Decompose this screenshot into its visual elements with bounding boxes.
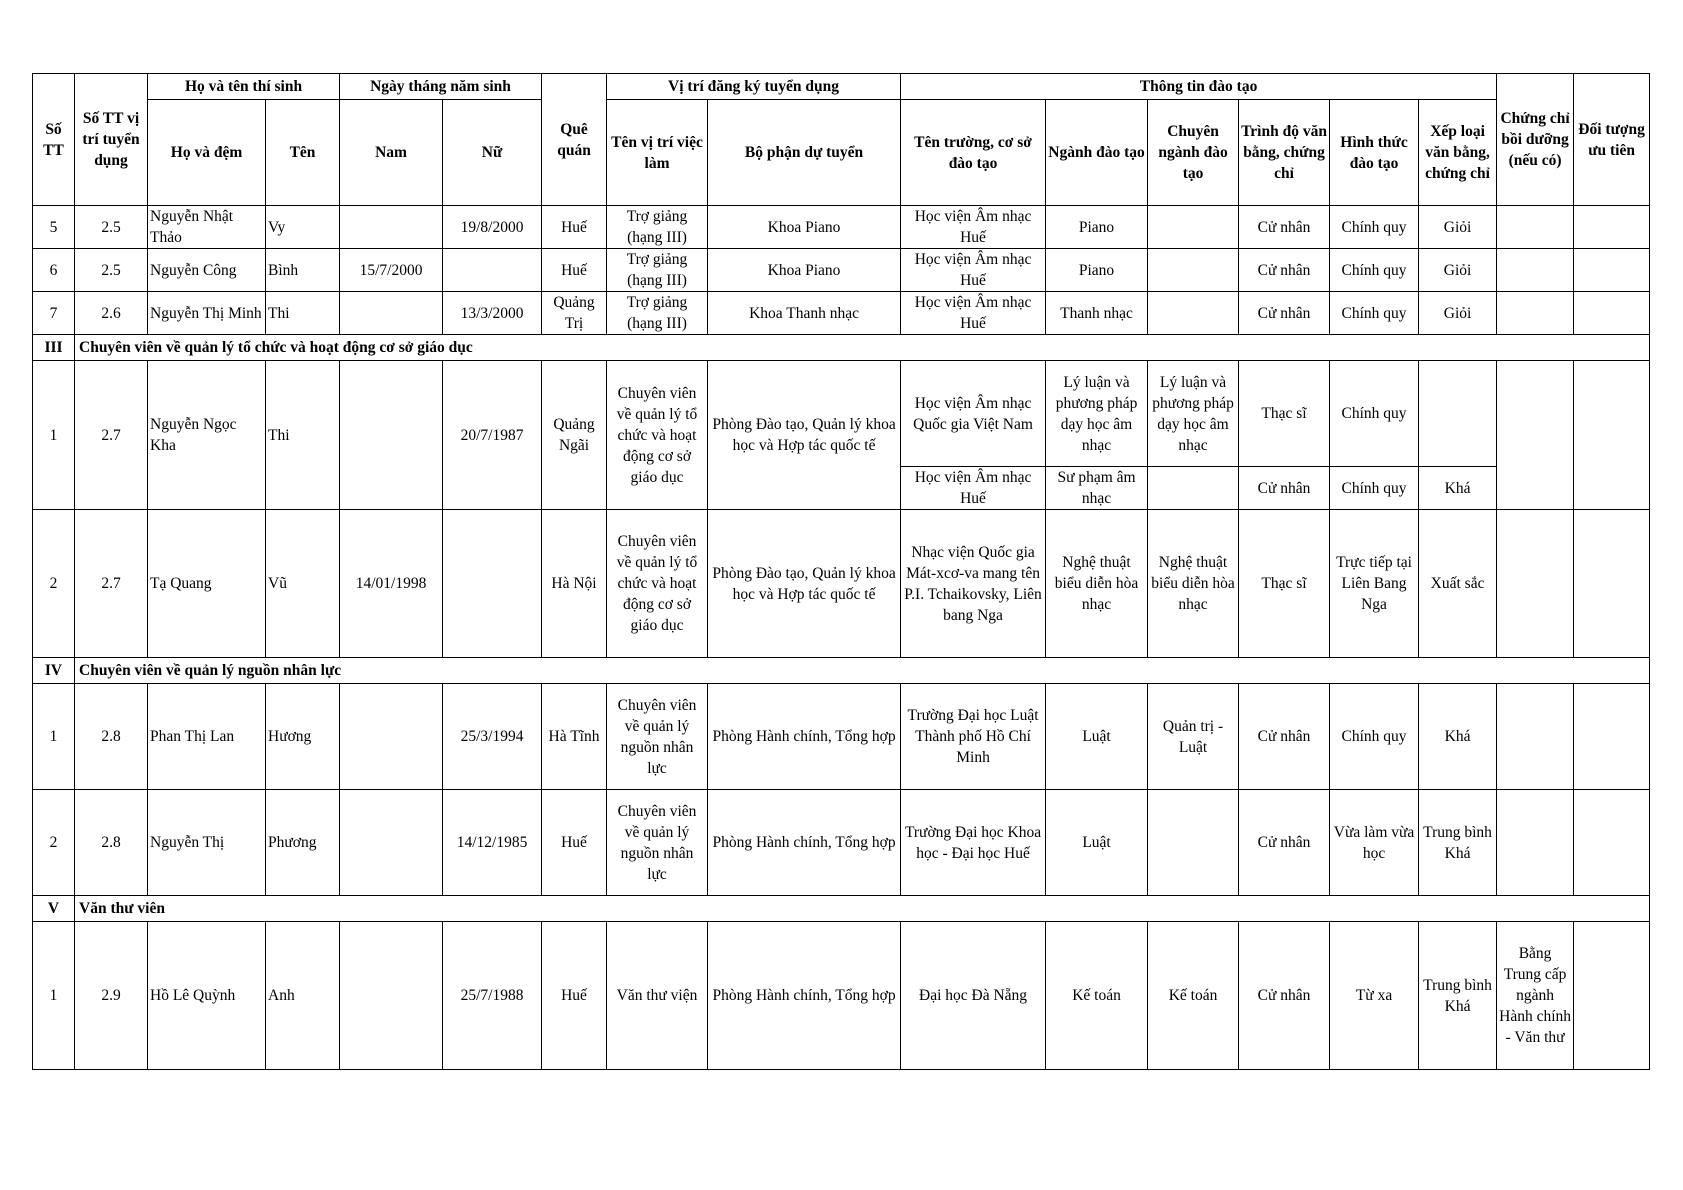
- col-xep-loai: Xếp loại văn bằng, chứng chỉ: [1419, 100, 1497, 206]
- cell-vitri: Chuyên viên về quản lý tổ chức và hoạt động cơ sở giáo dục: [607, 361, 708, 510]
- cell-nam: 14/01/1998: [340, 510, 443, 658]
- col-hinh-thuc: Hình thức đào tạo: [1330, 100, 1419, 206]
- cell-vitri: Trợ giảng (hạng III): [607, 292, 708, 335]
- col-ho-dem: Họ và đệm: [148, 100, 266, 206]
- candidate-table: [32, 73, 1650, 1070]
- cell-td: Cử nhân: [1239, 684, 1330, 790]
- col-so-tt: Số TT: [33, 74, 75, 206]
- cell-dt: [1574, 922, 1650, 1070]
- cell-nu: 20/7/1987: [443, 361, 542, 510]
- cell-cc: Bằng Trung cấp ngành Hành chính - Văn thư: [1497, 922, 1574, 1070]
- cell-cc: [1497, 249, 1574, 292]
- cell-ten: Phương: [266, 790, 340, 896]
- cell-cc: [1497, 684, 1574, 790]
- cell-que: Huế: [542, 922, 607, 1070]
- cell-que: Huế: [542, 206, 607, 249]
- cell-truong: Học viện Âm nhạc Huế: [901, 249, 1046, 292]
- col-ten: Tên: [266, 100, 340, 206]
- cell-nganh: Luật: [1046, 790, 1148, 896]
- cell-vt: 2.7: [75, 510, 148, 658]
- col-group-ngay-sinh: Ngày tháng năm sinh: [340, 74, 542, 100]
- cell-ten: Bình: [266, 249, 340, 292]
- table-row: [33, 249, 1650, 292]
- cell-vitri: Chuyên viên về quản lý tổ chức và hoạt động cơ sở giáo dục: [607, 510, 708, 658]
- cell-bophan: Phòng Đào tạo, Quản lý khoa học và Hợp tác quốc tế: [708, 361, 901, 510]
- cell-cn: Lý luận và phương pháp dạy học âm nhạc: [1148, 361, 1239, 467]
- table-row: [33, 922, 1650, 1070]
- cell-ht: Trực tiếp tại Liên Bang Nga: [1330, 510, 1419, 658]
- cell-ho: Nguyễn Nhật Thảo: [148, 206, 266, 249]
- cell-bophan: Phòng Hành chính, Tổng hợp: [708, 684, 901, 790]
- cell-que: Huế: [542, 790, 607, 896]
- section-number: IV: [33, 658, 75, 684]
- cell-stt: 2: [33, 790, 75, 896]
- cell-td: Cử nhân: [1239, 292, 1330, 335]
- cell-ho: Nguyễn Công: [148, 249, 266, 292]
- cell-truong: Nhạc viện Quốc gia Mát-xcơ-va mang tên P.I. Tchaikovsky, Liên bang Nga: [901, 510, 1046, 658]
- cell-nu: 19/8/2000: [443, 206, 542, 249]
- cell-bophan: Phòng Đào tạo, Quản lý khoa học và Hợp tác quốc tế: [708, 510, 901, 658]
- cell-nu: 14/12/1985: [443, 790, 542, 896]
- cell-que: Hà Nội: [542, 510, 607, 658]
- table-row: [33, 510, 1650, 658]
- section-title: Chuyên viên về quản lý nguồn nhân lực: [75, 658, 1650, 684]
- cell-nam: [340, 292, 443, 335]
- cell-nganh: Kế toán: [1046, 922, 1148, 1070]
- cell-bophan: Khoa Piano: [708, 249, 901, 292]
- cell-stt: 1: [33, 684, 75, 790]
- cell-ht: Vừa làm vừa học: [1330, 790, 1419, 896]
- cell-ten: Hương: [266, 684, 340, 790]
- cell-vitri: Trợ giảng (hạng III): [607, 206, 708, 249]
- cell-ho: Nguyễn Ngọc Kha: [148, 361, 266, 510]
- cell-dt: [1574, 249, 1650, 292]
- cell-nam: [340, 922, 443, 1070]
- cell-vitri: Trợ giảng (hạng III): [607, 249, 708, 292]
- cell-vt: 2.9: [75, 922, 148, 1070]
- cell-vt: 2.5: [75, 206, 148, 249]
- cell-nganh: Sư phạm âm nhạc: [1046, 467, 1148, 510]
- cell-ho: Nguyễn Thị Minh: [148, 292, 266, 335]
- cell-vt: 2.8: [75, 684, 148, 790]
- cell-vt: 2.5: [75, 249, 148, 292]
- cell-xl: Trung bình Khá: [1419, 922, 1497, 1070]
- cell-bophan: Phòng Hành chính, Tổng hợp: [708, 790, 901, 896]
- cell-td: Cử nhân: [1239, 467, 1330, 510]
- col-chung-chi: Chứng chỉ bồi dưỡng (nếu có): [1497, 74, 1574, 206]
- cell-ht: Chính quy: [1330, 249, 1419, 292]
- table-row: [33, 684, 1650, 790]
- cell-ten: Anh: [266, 922, 340, 1070]
- cell-vt: 2.8: [75, 790, 148, 896]
- cell-nganh: Thanh nhạc: [1046, 292, 1148, 335]
- cell-nu: [443, 510, 542, 658]
- cell-cc: [1497, 510, 1574, 658]
- header-row-1: [33, 74, 1650, 100]
- cell-td: Thạc sĩ: [1239, 510, 1330, 658]
- cell-ten: Thi: [266, 292, 340, 335]
- cell-ten: Thi: [266, 361, 340, 510]
- cell-xl: Khá: [1419, 467, 1497, 510]
- section-row: [33, 896, 1650, 922]
- cell-nu: 13/3/2000: [443, 292, 542, 335]
- cell-bophan: Phòng Hành chính, Tổng hợp: [708, 922, 901, 1070]
- col-nganh: Ngành đào tạo: [1046, 100, 1148, 206]
- cell-truong: Học viện Âm nhạc Huế: [901, 467, 1046, 510]
- cell-nganh: Piano: [1046, 206, 1148, 249]
- col-ten-vi-tri: Tên vị trí việc làm: [607, 100, 708, 206]
- cell-xl: [1419, 361, 1497, 467]
- cell-td: Cử nhân: [1239, 249, 1330, 292]
- section-title: Văn thư viên: [75, 896, 1650, 922]
- cell-stt: 1: [33, 922, 75, 1070]
- cell-dt: [1574, 361, 1650, 510]
- col-doi-tuong: Đối tượng ưu tiên: [1574, 74, 1650, 206]
- cell-cn: [1148, 790, 1239, 896]
- col-nu: Nữ: [443, 100, 542, 206]
- section-row: [33, 658, 1650, 684]
- cell-cn: [1148, 206, 1239, 249]
- col-chuyen-nganh: Chuyên ngành đào tạo: [1148, 100, 1239, 206]
- cell-nam: [340, 361, 443, 510]
- cell-cc: [1497, 790, 1574, 896]
- table-row: [33, 790, 1650, 896]
- cell-stt: 2: [33, 510, 75, 658]
- cell-ho: Phan Thị Lan: [148, 684, 266, 790]
- cell-td: Thạc sĩ: [1239, 361, 1330, 467]
- cell-ho: Tạ Quang: [148, 510, 266, 658]
- cell-xl: Giỏi: [1419, 206, 1497, 249]
- cell-ht: Chính quy: [1330, 361, 1419, 467]
- cell-cn: [1148, 467, 1239, 510]
- col-so-tt-vi-tri: Số TT vị trí tuyển dụng: [75, 74, 148, 206]
- cell-truong: Trường Đại học Khoa học - Đại học Huế: [901, 790, 1046, 896]
- cell-que: Quảng Trị: [542, 292, 607, 335]
- cell-cc: [1497, 206, 1574, 249]
- cell-xl: Xuất sắc: [1419, 510, 1497, 658]
- cell-nganh: Piano: [1046, 249, 1148, 292]
- cell-td: Cử nhân: [1239, 206, 1330, 249]
- cell-ho: Hồ Lê Quỳnh: [148, 922, 266, 1070]
- cell-cn: [1148, 292, 1239, 335]
- cell-ht: Chính quy: [1330, 684, 1419, 790]
- cell-stt: 7: [33, 292, 75, 335]
- cell-nam: 15/7/2000: [340, 249, 443, 292]
- cell-vt: 2.7: [75, 361, 148, 510]
- cell-dt: [1574, 684, 1650, 790]
- cell-truong: Học viện Âm nhạc Quốc gia Việt Nam: [901, 361, 1046, 467]
- cell-nu: 25/3/1994: [443, 684, 542, 790]
- cell-td: Cử nhân: [1239, 922, 1330, 1070]
- cell-nu: [443, 249, 542, 292]
- cell-xl: Khá: [1419, 684, 1497, 790]
- col-trinh-do: Trình độ văn bằng, chứng chỉ: [1239, 100, 1330, 206]
- cell-vitri: Chuyên viên về quản lý nguồn nhân lực: [607, 684, 708, 790]
- cell-bophan: Khoa Piano: [708, 206, 901, 249]
- cell-que: Huế: [542, 249, 607, 292]
- cell-dt: [1574, 790, 1650, 896]
- col-group-ho-ten: Họ và tên thí sinh: [148, 74, 340, 100]
- col-que-quan: Quê quán: [542, 74, 607, 206]
- cell-stt: 6: [33, 249, 75, 292]
- cell-ht: Chính quy: [1330, 206, 1419, 249]
- cell-cn: Quản trị - Luật: [1148, 684, 1239, 790]
- cell-truong: Học viện Âm nhạc Huế: [901, 292, 1046, 335]
- section-number: III: [33, 335, 75, 361]
- col-group-vi-tri: Vị trí đăng ký tuyển dụng: [607, 74, 901, 100]
- table-row: [33, 361, 1650, 467]
- document-page: [32, 73, 1650, 1070]
- cell-truong: Đại học Đà Nẵng: [901, 922, 1046, 1070]
- cell-cc: [1497, 361, 1574, 510]
- section-title: Chuyên viên về quản lý tổ chức và hoạt động cơ sở giáo dục: [75, 335, 1650, 361]
- cell-cn: Kế toán: [1148, 922, 1239, 1070]
- col-group-dao-tao: Thông tin đào tạo: [901, 74, 1497, 100]
- cell-ten: Vy: [266, 206, 340, 249]
- cell-bophan: Khoa Thanh nhạc: [708, 292, 901, 335]
- cell-ten: Vũ: [266, 510, 340, 658]
- cell-que: Quảng Ngãi: [542, 361, 607, 510]
- table-row: [33, 292, 1650, 335]
- cell-vitri: Chuyên viên về quản lý nguồn nhân lực: [607, 790, 708, 896]
- cell-que: Hà Tĩnh: [542, 684, 607, 790]
- cell-nu: 25/7/1988: [443, 922, 542, 1070]
- cell-cc: [1497, 292, 1574, 335]
- cell-truong: Học viện Âm nhạc Huế: [901, 206, 1046, 249]
- cell-ho: Nguyễn Thị: [148, 790, 266, 896]
- cell-nam: [340, 684, 443, 790]
- cell-dt: [1574, 206, 1650, 249]
- section-row: [33, 335, 1650, 361]
- cell-nam: [340, 206, 443, 249]
- cell-td: Cử nhân: [1239, 790, 1330, 896]
- cell-nganh: Nghệ thuật biểu diễn hòa nhạc: [1046, 510, 1148, 658]
- cell-ht: Từ xa: [1330, 922, 1419, 1070]
- cell-ht: Chính quy: [1330, 292, 1419, 335]
- cell-truong: Trường Đại học Luật Thành phố Hồ Chí Minh: [901, 684, 1046, 790]
- table-row: [33, 206, 1650, 249]
- cell-nganh: Luật: [1046, 684, 1148, 790]
- cell-vitri: Văn thư viện: [607, 922, 708, 1070]
- cell-cn: Nghệ thuật biểu diễn hòa nhạc: [1148, 510, 1239, 658]
- cell-cn: [1148, 249, 1239, 292]
- cell-xl: Giỏi: [1419, 249, 1497, 292]
- cell-xl: Trung bình Khá: [1419, 790, 1497, 896]
- cell-nam: [340, 790, 443, 896]
- header-row-2: [33, 100, 1650, 206]
- cell-ht: Chính quy: [1330, 467, 1419, 510]
- section-number: V: [33, 896, 75, 922]
- cell-dt: [1574, 292, 1650, 335]
- cell-xl: Giỏi: [1419, 292, 1497, 335]
- cell-dt: [1574, 510, 1650, 658]
- cell-stt: 1: [33, 361, 75, 510]
- col-ten-truong: Tên trường, cơ sở đào tạo: [901, 100, 1046, 206]
- col-bo-phan: Bộ phận dự tuyển: [708, 100, 901, 206]
- cell-nganh: Lý luận và phương pháp dạy học âm nhạc: [1046, 361, 1148, 467]
- col-nam: Nam: [340, 100, 443, 206]
- cell-vt: 2.6: [75, 292, 148, 335]
- cell-stt: 5: [33, 206, 75, 249]
